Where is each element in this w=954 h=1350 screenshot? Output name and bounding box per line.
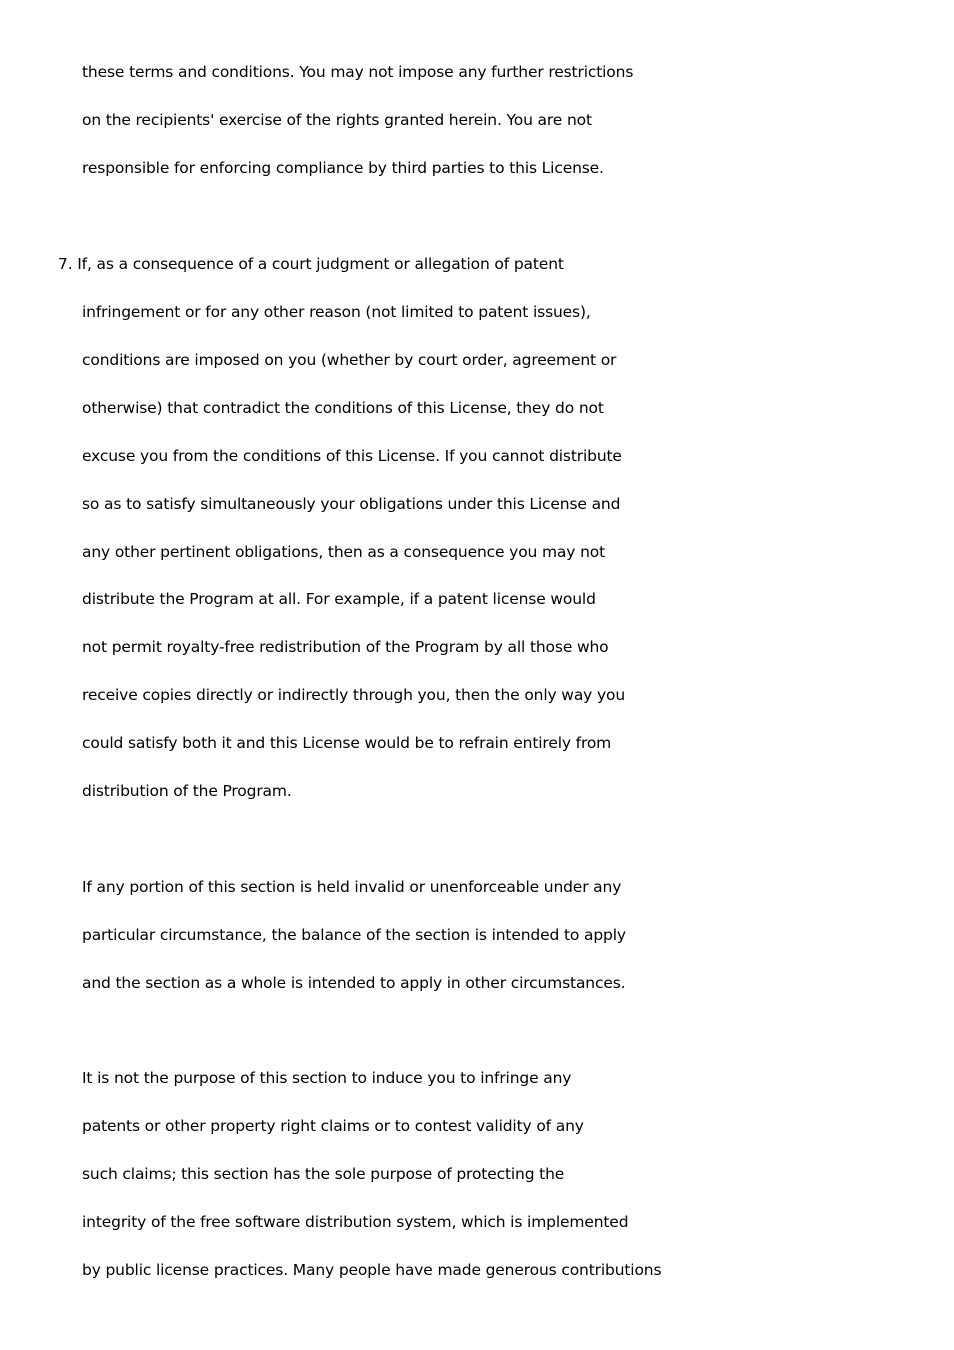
text-line: any other pertinent obligations, then as a consequence you may not xyxy=(82,543,606,561)
text-line: by public license practices. Many people have made generous contributions xyxy=(82,1261,662,1279)
text-line: otherwise) that contradict the conditions of this License, they do not xyxy=(82,399,604,417)
text-line: distribution of the Program. xyxy=(82,782,292,800)
text-line: If any portion of this section is held invalid or unenforceable under any xyxy=(82,878,622,896)
text-line: so as to satisfy simultaneously your obligations under this License and xyxy=(82,495,621,513)
text-line: and the section as a whole is intended to apply in other circumstances. xyxy=(82,974,626,992)
text-line: receive copies directly or indirectly through you, then the only way you xyxy=(82,686,625,704)
text-line: conditions are imposed on you (whether by court order, agreement or xyxy=(82,351,617,369)
text-line: not permit royalty-free redistribution of the Program by all those who xyxy=(82,638,609,656)
text-line: excuse you from the conditions of this License. If you cannot distribute xyxy=(82,447,622,465)
text-line: these terms and conditions. You may not impose any further restrictions xyxy=(82,63,634,81)
section-heading-line: 7. If, as a consequence of a court judgment or allegation of patent xyxy=(58,255,564,273)
text-line: patents or other property right claims or to contest validity of any xyxy=(82,1117,584,1135)
text-line: distribute the Program at all. For example, if a patent license would xyxy=(82,590,596,608)
text-line: particular circumstance, the balance of the section is intended to apply xyxy=(82,926,626,944)
text-line: such claims; this section has the sole purpose of protecting the xyxy=(82,1165,565,1183)
text-line: integrity of the free software distribution system, which is implemented xyxy=(82,1213,629,1231)
text-line: could satisfy both it and this License would be to refrain entirely from xyxy=(82,734,612,752)
text-line: infringement or for any other reason (not limited to patent issues), xyxy=(82,303,591,321)
text-line: It is not the purpose of this section to induce you to infringe any xyxy=(82,1069,572,1087)
text-line: responsible for enforcing compliance by third parties to this License. xyxy=(82,159,604,177)
text-line: on the recipients' exercise of the rights granted herein. You are not xyxy=(82,111,592,129)
